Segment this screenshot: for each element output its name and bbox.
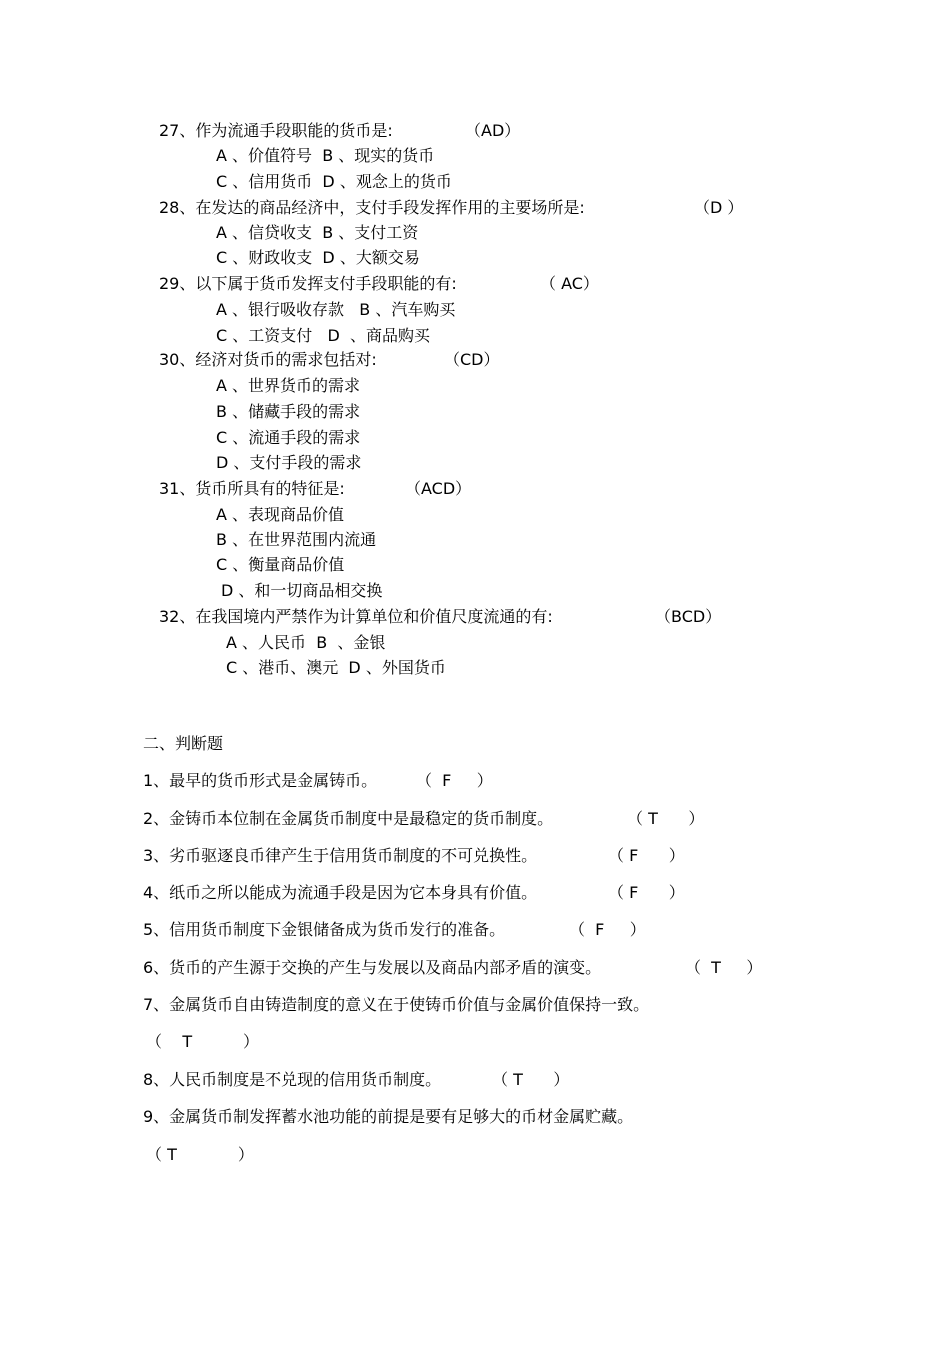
- option-line: A 、银行吸收存款 B 、汽车购买: [216, 300, 456, 319]
- answer-29: （ AC）: [540, 274, 599, 293]
- tf-answer-9: （ T ）: [146, 1145, 254, 1164]
- question-27: 27、作为流通手段职能的货币是:: [159, 121, 393, 140]
- answer-27: （AD）: [465, 121, 521, 140]
- tf-question-9: 9、金属货币制发挥蓄水池功能的前提是要有足够大的币材金属贮藏。: [143, 1107, 634, 1126]
- question-32: 32、在我国境内严禁作为计算单位和价值尺度流通的有:: [159, 607, 553, 626]
- section-title: 二、判断题: [143, 734, 224, 753]
- tf-answer-1: （ F ）: [416, 771, 493, 790]
- question-30: 30、经济对货币的需求包括对:: [159, 350, 377, 369]
- option-line: A 、信贷收支 B 、支付工资: [216, 223, 419, 242]
- option-line: B 、在世界范围内流通: [216, 530, 377, 549]
- option-line: A 、价值符号 B 、现实的货币: [216, 146, 435, 165]
- option-line: D 、支付手段的需求: [216, 453, 362, 472]
- option-line: C 、工资支付 D 、商品购买: [216, 326, 431, 345]
- tf-answer-3: （ F ）: [608, 846, 685, 865]
- answer-30: （CD）: [444, 350, 500, 369]
- tf-question-7: 7、金属货币自由铸造制度的意义在于使铸币价值与金属价值保持一致。: [143, 995, 650, 1014]
- tf-question-8: 8、人民币制度是不兑现的信用货币制度。: [143, 1070, 442, 1089]
- question-29: 29、以下属于货币发挥支付手段职能的有:: [159, 274, 457, 293]
- answer-32: （BCD）: [655, 607, 722, 626]
- tf-answer-6: （ T ）: [685, 958, 763, 977]
- option-line: A 、人民币 B 、金银: [226, 633, 386, 652]
- tf-answer-7: （ T ）: [146, 1032, 259, 1051]
- option-line: A 、世界货币的需求: [216, 376, 361, 395]
- question-31: 31、货币所具有的特征是:: [159, 479, 345, 498]
- option-line: C 、港币、澳元 D 、外国货币: [226, 658, 446, 677]
- answer-28: （D ）: [694, 198, 744, 217]
- tf-question-5: 5、信用货币制度下金银储备成为货币发行的准备。: [143, 920, 506, 939]
- tf-answer-4: （ F ）: [608, 883, 685, 902]
- tf-question-6: 6、货币的产生源于交换的产生与发展以及商品内部矛盾的演变。: [143, 958, 602, 977]
- tf-answer-8: （ T ）: [492, 1070, 570, 1089]
- option-line: B 、储藏手段的需求: [216, 402, 361, 421]
- option-line: C 、信用货币 D 、观念上的货币: [216, 172, 452, 191]
- tf-question-1: 1、最早的货币形式是金属铸币。: [143, 771, 378, 790]
- tf-question-4: 4、纸币之所以能成为流通手段是因为它本身具有价值。: [143, 883, 538, 902]
- option-line: D 、和一切商品相交换: [221, 581, 383, 600]
- option-line: C 、财政收支 D 、大额交易: [216, 248, 420, 267]
- option-line: C 、流通手段的需求: [216, 428, 361, 447]
- tf-answer-2: （ T ）: [627, 809, 705, 828]
- option-line: C 、衡量商品价值: [216, 555, 345, 574]
- tf-question-3: 3、劣币驱逐良币律产生于信用货币制度的不可兑换性。: [143, 846, 538, 865]
- tf-question-2: 2、金铸币本位制在金属货币制度中是最稳定的货币制度。: [143, 809, 554, 828]
- question-28: 28、在发达的商品经济中，支付手段发挥作用的主要场所是:: [159, 198, 585, 217]
- option-line: A 、表现商品价值: [216, 505, 345, 524]
- answer-31: （ACD）: [405, 479, 472, 498]
- tf-answer-5: （ F ）: [569, 920, 646, 939]
